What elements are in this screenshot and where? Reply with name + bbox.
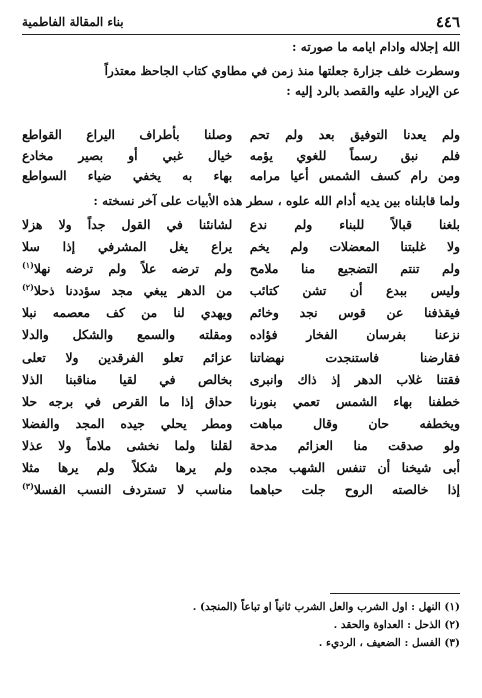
- verse-first-hemistich: فقارضنا فاستنجدت نهضاتنا: [249, 349, 460, 365]
- hemistich-text: حداق إذا ما القرص في برجه حلا: [22, 393, 233, 409]
- verse-first-hemistich: ومن رام كسف الشمس أعيا مرامه: [249, 168, 460, 183]
- footnote-mark: (٣): [22, 481, 34, 491]
- hemistich-text: عزائم تعلو الفرقدين ولا تعلى: [22, 349, 233, 365]
- verse-first-hemistich: ولو صدقت منا العزائم مدحة: [249, 437, 460, 453]
- footnote: (٢) الذحل : العداوة والحقد .: [333, 619, 460, 631]
- page-number: ٤٤٦: [435, 13, 460, 31]
- verse-row: [22, 347, 460, 369]
- footnotes: [22, 598, 460, 652]
- verse-row: [22, 479, 460, 501]
- verse-second-hemistich: [22, 302, 232, 324]
- poem-1: [22, 125, 460, 187]
- verse-second-hemistich: [22, 413, 232, 435]
- verse-row: [22, 457, 460, 479]
- verse-first-hemistich: أبى شيخنا أن تنفس الشهب مجده: [249, 460, 460, 476]
- hemistich-text: لشانئنا في القول جداً ولا هزلا: [22, 217, 233, 232]
- verse-row: [22, 413, 460, 435]
- hemistich-text: ولم يرها شكلاً ولم يرها مثلا: [22, 460, 233, 476]
- verse-row: [22, 302, 460, 324]
- running-title: بناء المقالة الفاطمية: [22, 15, 124, 29]
- verse-row: [22, 236, 460, 258]
- verse-first-hemistich: خطفنا بهاء الشمس تعمي بنورنا: [249, 393, 460, 409]
- verse-second-hemistich: [22, 435, 232, 457]
- verse-first-hemistich: فقتنا غلاب الدهر إذ ذاك وانبرى: [249, 371, 460, 387]
- verse-second-hemistich: [22, 369, 232, 391]
- verse-first-hemistich: ولم تنتم التضجيع منا ملامح: [249, 261, 460, 277]
- verse-second-hemistich: [22, 236, 232, 258]
- verse-second-hemistich: وصلنا بأطراف اليراع القواطع: [22, 127, 233, 142]
- verse-first-hemistich: إذا خالصته الروح جلت حباهما: [249, 482, 460, 498]
- footnote: (١) النهل : اول الشرب والعل الشرب ثانياً او تباعاً (المنجد) .: [192, 601, 460, 613]
- hemistich-text: بخالص في لقيا مناقبنا الذلا: [22, 371, 233, 387]
- verse-row: [22, 125, 460, 146]
- verse-second-hemistich: [22, 479, 232, 501]
- verse-second-hemistich: [22, 214, 232, 236]
- verse-row: [22, 258, 460, 280]
- verse-row: [22, 214, 460, 236]
- verse-second-hemistich: [22, 457, 232, 479]
- verse-first-hemistich: ويخطفه حان وقال مباهت: [249, 415, 460, 431]
- footnote: (٣) الفسل : الضعيف ، الرديء .: [318, 637, 460, 649]
- hemistich-text: ولم ترضه علاً ولم ترضه نهلا: [33, 261, 233, 277]
- hemistich-text: ومقلته والسمع والشكل والدلا: [22, 327, 233, 343]
- verse-first-hemistich: نزعنا بفرسان الفخار فؤاده: [249, 327, 460, 343]
- verse-row: [22, 146, 460, 167]
- running-header: [22, 10, 460, 35]
- verse-first-hemistich: فيقذفنا عن قوس نجد وخائم: [249, 305, 460, 321]
- prose-paragraph-2: [22, 61, 460, 101]
- footnote-divider: [330, 593, 460, 594]
- verse-row: [22, 166, 460, 187]
- footnote-mark: (١): [22, 260, 34, 271]
- verse-first-hemistich: فلم نبق رسماً للغوي يؤمه: [249, 147, 460, 163]
- verse-second-hemistich: [22, 391, 232, 413]
- hemistich-text: يراع يغل المشرفي إذا سلا: [22, 239, 233, 255]
- prose-line: وسطرت خلف جزارة جعلتها منذ زمن في مطاوي كتاب الجاحظ معتذراً: [104, 64, 460, 78]
- verse-second-hemistich: خيال غبي أو بصير مخادع: [22, 147, 233, 163]
- prose-line: عن الإيراد عليه والقصد بالرد إليه :: [286, 84, 460, 98]
- verse-first-hemistich: ولم يعدنا التوفيق بعد ولم تحم: [249, 127, 460, 142]
- verse-row: [22, 435, 460, 457]
- poem-2: [22, 214, 460, 501]
- verse-first-hemistich: وليس ببدع أن تشن كتائب: [249, 283, 460, 299]
- poem-2-intro: ولما قابلناه بين يديه أدام الله علوه ، سطر هذه الأبيات على آخر نسخته :: [93, 194, 460, 208]
- verse-first-hemistich: بلغنا قبالاً للبناء ولم ندع: [249, 217, 460, 232]
- verse-second-hemistich: بهاء به يخفي ضياء السواطع: [22, 168, 233, 183]
- verse-second-hemistich: [22, 280, 232, 302]
- hemistich-text: ومطر يحلي جيده المجد والفضلا: [22, 415, 233, 431]
- hemistich-text: لقلنا ولما نخشى ملاماً ولا عذلا: [22, 437, 233, 453]
- footnote-mark: (٢): [22, 282, 34, 293]
- verse-row: [22, 369, 460, 391]
- verse-row: [22, 391, 460, 413]
- verse-first-hemistich: ولا غلبتنا المعضلات ولم يخم: [249, 239, 460, 255]
- verse-second-hemistich: [22, 347, 232, 369]
- hemistich-text: من الدهر يبغي مجد سؤددنا ذحلا: [33, 283, 233, 299]
- hemistich-text: ويهدي لنا من كف معصمه نبلا: [22, 305, 233, 321]
- hemistich-text: مناسب لا تستردف النسب الفسلا: [33, 482, 233, 498]
- prose-line-1: الله إجلاله وادام ايامه ما صورته :: [292, 40, 460, 54]
- verse-second-hemistich: [22, 324, 232, 346]
- verse-row: [22, 324, 460, 346]
- verse-row: [22, 280, 460, 302]
- verse-second-hemistich: [22, 258, 232, 280]
